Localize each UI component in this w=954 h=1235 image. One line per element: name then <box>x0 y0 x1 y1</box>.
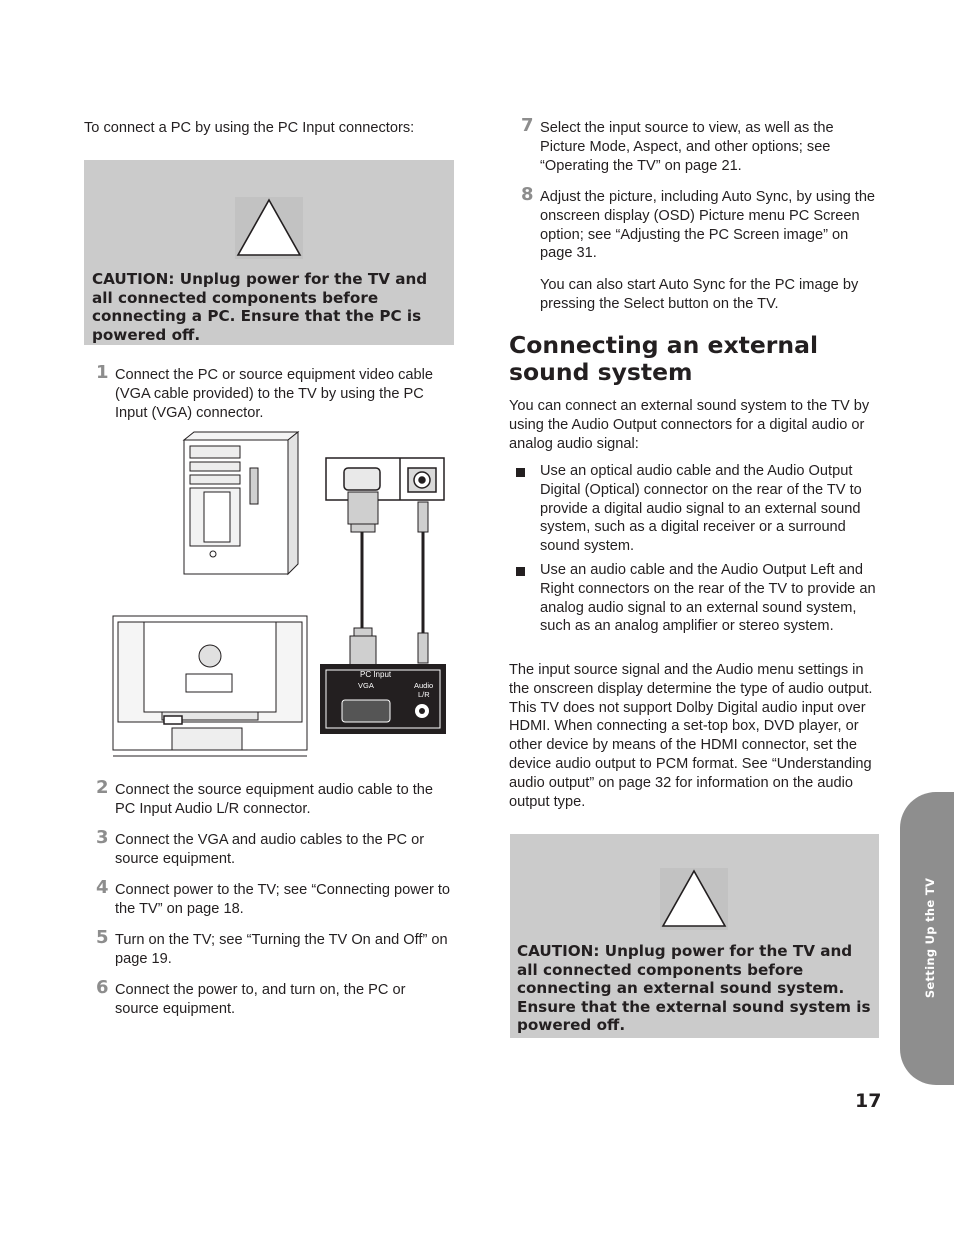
caution-text-pc: CAUTION: Unplug power for the TV and all connected components before connecting a PC. Ensure that the PC is powered off. <box>92 270 428 344</box>
section-title: Connecting an external sound system <box>509 331 819 386</box>
step-4 <box>96 877 451 921</box>
auto-sync-note: You can also start Auto Sync for the PC image by pressing the Select button on the TV. <box>540 277 859 312</box>
step-number: 4 <box>96 877 109 898</box>
bullet-text: Use an audio cable and the Audio Output Left and Right connectors on the rear of the TV to provide an analog audio signal to an external sound system, such as an analog amplifier or stereo system. <box>540 562 876 635</box>
tv-pc-input-panel <box>320 664 446 734</box>
step-text: Connect the PC or source equipment video cable (VGA cable provided) to the TV by using the PC Input (VGA) connector. <box>115 367 434 421</box>
bullet-square-icon <box>516 567 525 576</box>
intro-text: To connect a PC by using the PC Input connectors: <box>84 120 415 136</box>
step-number: 5 <box>96 927 109 948</box>
bullet-square-icon <box>516 468 525 477</box>
cables <box>362 528 423 633</box>
step-text: Connect the source equipment audio cable to the PC Input Audio L/R connector. <box>115 782 434 817</box>
tv-back <box>113 616 307 756</box>
audio-label-1: Audio <box>414 681 434 690</box>
step-text: Connect power to the TV; see “Connecting power to the TV” on page 18. <box>115 882 451 917</box>
step-text: Select the input source to view, as well as the Picture Mode, Aspect, and other options; see “Operating the TV” on page 21. <box>540 120 834 174</box>
step-2 <box>96 777 451 821</box>
vga-label: VGA <box>358 681 374 690</box>
caution-box-pc <box>84 160 454 345</box>
step-3 <box>96 827 451 871</box>
step-7 <box>521 115 877 177</box>
warning-triangle-icon <box>235 197 303 264</box>
step-1 <box>96 362 451 424</box>
panel-label: PC Input <box>360 670 392 679</box>
step-6 <box>96 977 451 1021</box>
caution-box-sound <box>510 834 879 1038</box>
step-number: 7 <box>521 115 534 136</box>
audio-output-paragraph: The input source signal and the Audio menu settings in the onscreen display determine the type of audio output. This TV does not support Dolby Digital audio input over HDMI. When connecting a set-top box, DVD player, or other device by means of the HDMI connector, set the device audio output to PCM format. See “Understanding audio output” on page 32 for information on the audio output type. <box>509 662 873 810</box>
step-5 <box>96 927 451 971</box>
pc-connection-diagram <box>108 428 448 778</box>
pc-connector-panel <box>326 458 444 500</box>
caution-text-sound: CAUTION: Unplug power for the TV and all connected components before connecting an external sound system. Ensure that the external sound system is powered off. <box>517 942 871 1035</box>
step-text: Adjust the picture, including Auto Sync, by using the onscreen display (OSD) Picture menu PC Screen option; see “Adjusting the PC Screen image” on page 31. <box>540 189 876 262</box>
step-number: 1 <box>96 362 109 383</box>
bullet-optical <box>509 462 879 557</box>
step-number: 2 <box>96 777 109 798</box>
step-number: 3 <box>96 827 109 848</box>
step-text: Connect the VGA and audio cables to the PC or source equipment. <box>115 832 425 867</box>
bullet-analog <box>509 561 879 656</box>
step-number: 8 <box>521 184 534 205</box>
step-number: 6 <box>96 977 109 998</box>
step-8 <box>521 184 877 266</box>
page-number: 17 <box>855 1090 882 1112</box>
step-text: Turn on the TV; see “Turning the TV On and Off” on page 19. <box>115 932 448 967</box>
chapter-tab-label: Setting Up the TV <box>923 877 937 999</box>
pc-tower <box>184 432 298 574</box>
audio-label-2: L/R <box>418 690 430 699</box>
section-intro: You can connect an external sound system to the TV by using the Audio Output connectors for a digital audio or analog audio signal: <box>509 398 870 452</box>
warning-triangle-icon <box>660 868 728 935</box>
cable-plugs <box>348 492 428 666</box>
step-text: Connect the power to, and turn on, the PC or source equipment. <box>115 982 406 1017</box>
bullet-text: Use an optical audio cable and the Audio Output Digital (Optical) connector on the rear of the TV to provide a digital audio signal to an external sound system, such as a digital receiver or a surround sound system. <box>540 463 862 555</box>
